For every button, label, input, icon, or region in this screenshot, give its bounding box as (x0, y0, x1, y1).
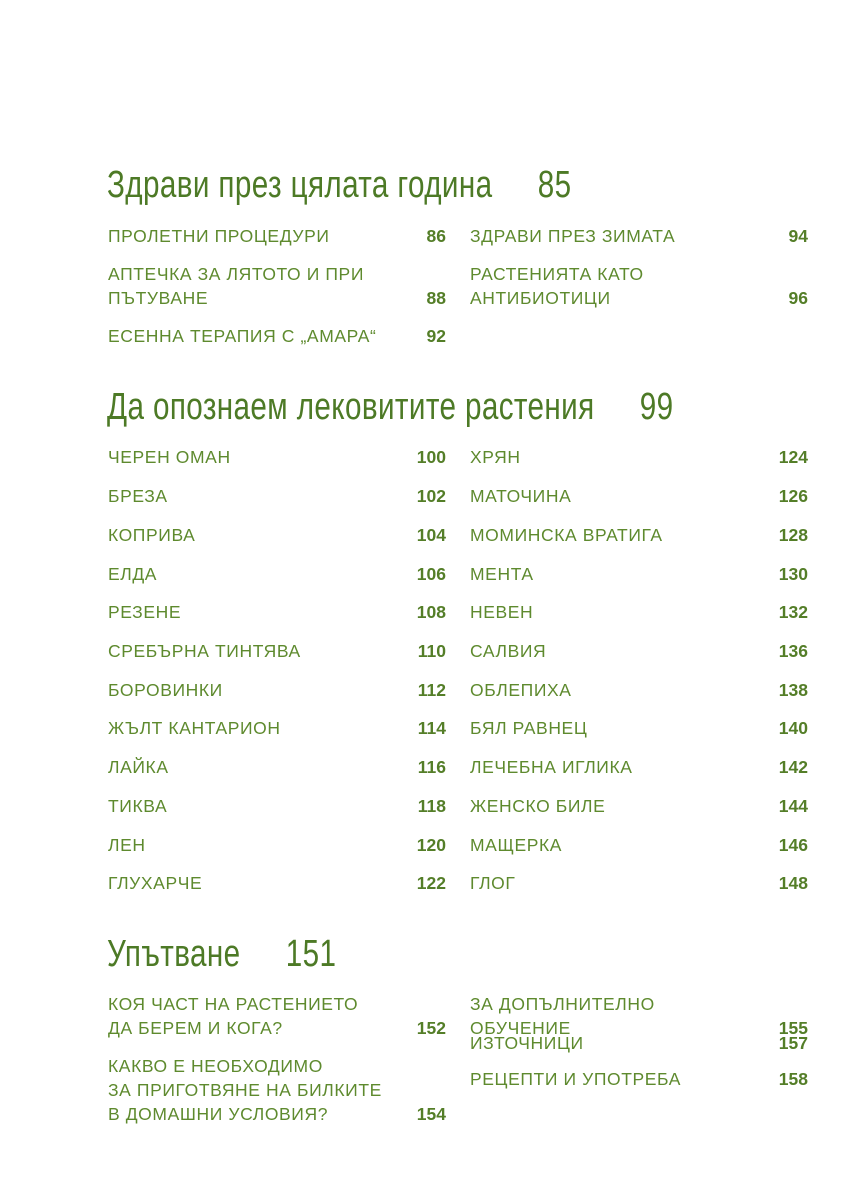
toc-entry[interactable] (470, 445, 808, 469)
toc-entry-page: 106 (416, 564, 446, 584)
toc-entry-label: САЛВИЯ (470, 641, 547, 661)
toc-entry[interactable] (108, 562, 446, 586)
toc-entry[interactable] (108, 639, 446, 663)
toc-entry-page: 158 (778, 1069, 808, 1089)
toc-entry[interactable] (470, 562, 808, 586)
toc-entry[interactable] (470, 871, 808, 895)
toc-entry-label: ЖЕНСКО БИЛЕ (470, 796, 606, 816)
toc-entry-page: 142 (778, 757, 808, 777)
toc-entry-page: 157 (778, 1033, 808, 1053)
toc-entry-page: 126 (778, 486, 808, 506)
toc-entry-label: КАКВО Е НЕОБХОДИМО (108, 1056, 323, 1076)
toc-entry-label: КОЯ ЧАСТ НА РАСТЕНИЕТО (108, 994, 359, 1014)
toc-entry[interactable] (470, 523, 808, 547)
toc-entry[interactable] (108, 262, 446, 310)
toc-entry[interactable] (108, 523, 446, 547)
toc-entry[interactable] (108, 871, 446, 895)
section-title-text: Да опознаем лековитите растения (107, 386, 595, 428)
toc-entry[interactable] (470, 678, 808, 702)
toc-entry[interactable] (108, 484, 446, 508)
toc-entry[interactable] (470, 639, 808, 663)
toc-entry-label: РЕЦЕПТИ И УПОТРЕБА (470, 1069, 682, 1089)
toc-entry-label: БЯЛ РАВНЕЦ (470, 718, 588, 738)
toc-entry-label: ТИКВА (108, 796, 168, 816)
toc-entry-page: 100 (416, 447, 446, 467)
toc-entry-label: БОРОВИНКИ (108, 680, 223, 700)
toc-entry-page: 140 (778, 718, 808, 738)
toc-entry-page: 144 (778, 796, 808, 816)
toc-entry-label: ЖЪЛТ КАНТАРИОН (108, 718, 281, 738)
toc-entry-label: АНТИБИОТИЦИ (470, 288, 611, 308)
toc-entry-label: МЕНТА (470, 564, 534, 584)
toc-entry-page: 124 (778, 447, 808, 467)
toc-entry-page: 116 (417, 757, 446, 777)
toc-entry-page: 104 (416, 525, 446, 545)
toc-entry-label: ЕЛДА (108, 564, 158, 584)
toc-entry-page: 86 (426, 226, 446, 246)
section-title-medicinal-plants (107, 386, 674, 429)
toc-entry-page: 92 (426, 326, 446, 346)
toc-entry[interactable] (108, 600, 446, 624)
toc-entry[interactable] (108, 678, 446, 702)
toc-entry-label: ГЛОГ (470, 873, 516, 893)
toc-entry-label: АПТЕЧКА ЗА ЛЯТОТО И ПРИ (108, 264, 364, 284)
toc-entry-label: ЗДРАВИ ПРЕЗ ЗИМАТА (470, 226, 676, 246)
toc-entry[interactable] (470, 1031, 808, 1055)
section-title-text: Упътване (107, 933, 241, 975)
toc-entry-label: МОМИНСКА ВРАТИГА (470, 525, 663, 545)
toc-entry-label: ЕСЕННА ТЕРАПИЯ С „АМАРА“ (108, 326, 377, 346)
toc-entry[interactable] (470, 224, 808, 248)
toc-entry-page: 155 (778, 1018, 808, 1038)
toc-entry-label: ЗА ПРИГОТВЯНЕ НА БИЛКИТЕ (108, 1080, 382, 1100)
toc-entry[interactable] (470, 794, 808, 818)
toc-entry-label: В ДОМАШНИ УСЛОВИЯ? (108, 1104, 329, 1124)
toc-entry-page: 112 (417, 680, 446, 700)
toc-entry-label: ЗА ДОПЪЛНИТЕЛНО ОБУЧЕНИЕ (470, 994, 655, 1038)
toc-entry-page: 110 (417, 641, 446, 661)
toc-entry-label: ИЗТОЧНИЦИ (470, 1033, 584, 1053)
toc-entry-label: ЛЕЧЕБНА ИГЛИКА (470, 757, 633, 777)
toc-entry-page: 94 (788, 226, 808, 246)
toc-entry-page: 136 (778, 641, 808, 661)
toc-entry-page: 132 (778, 602, 808, 622)
toc-entry-page: 130 (778, 564, 808, 584)
toc-entry-label: ОБЛЕПИХА (470, 680, 572, 700)
toc-entry-label: ЛЕН (108, 835, 146, 855)
toc-entry[interactable] (470, 484, 808, 508)
toc-entry[interactable] (108, 324, 446, 348)
toc-entry-label: КОПРИВА (108, 525, 196, 545)
toc-entry[interactable] (470, 1067, 808, 1091)
toc-entry[interactable] (108, 794, 446, 818)
toc-entry-label: МАЩЕРКА (470, 835, 563, 855)
toc-entry-page: 114 (417, 718, 446, 738)
section-title-text: Здрави през цялата година (107, 164, 493, 206)
toc-entry-label: РЕЗЕНЕ (108, 602, 182, 622)
toc-entry[interactable] (108, 716, 446, 740)
toc-entry-page: 122 (416, 873, 446, 893)
toc-entry[interactable] (108, 224, 446, 248)
section-page-number: 151 (285, 933, 337, 975)
toc-entry-page: 102 (416, 486, 446, 506)
toc-entry[interactable] (470, 833, 808, 857)
toc-entry[interactable] (470, 716, 808, 740)
toc-entry-page: 128 (778, 525, 808, 545)
toc-entry[interactable] (470, 755, 808, 779)
toc-entry[interactable] (470, 262, 808, 310)
toc-entry-page: 138 (778, 680, 808, 700)
toc-entry-page: 154 (416, 1104, 446, 1124)
toc-entry-page: 96 (788, 288, 808, 308)
toc-entry-label: БРЕЗА (108, 486, 168, 506)
toc-entry-label: ПРОЛЕТНИ ПРОЦЕДУРИ (108, 226, 330, 246)
toc-entry-page: 118 (417, 796, 446, 816)
toc-entry-label: СРЕБЪРНА ТИНТЯВА (108, 641, 301, 661)
toc-entry[interactable] (470, 600, 808, 624)
toc-entry-label: РАСТЕНИЯТА КАТО (470, 264, 644, 284)
section-page-number: 99 (639, 386, 674, 428)
toc-entry-page: 108 (416, 602, 446, 622)
toc-entry-page: 88 (426, 288, 446, 308)
toc-entry-label: ЧЕРЕН ОМАН (108, 447, 231, 467)
toc-entry[interactable] (108, 445, 446, 469)
toc-entry-label: НЕВЕН (470, 602, 534, 622)
toc-entry-label: ХРЯН (470, 447, 521, 467)
toc-entry[interactable] (108, 1054, 446, 1126)
toc-entry-label: ГЛУХАРЧЕ (108, 873, 203, 893)
toc-entry[interactable] (108, 833, 446, 857)
toc-entry-page: 146 (778, 835, 808, 855)
toc-entry[interactable] (108, 992, 446, 1040)
toc-entry-label: ПЪТУВАНЕ (108, 288, 209, 308)
toc-entry-page: 152 (416, 1018, 446, 1038)
toc-entry[interactable] (108, 755, 446, 779)
toc-entry-label: ДА БЕРЕМ И КОГА? (108, 1018, 283, 1038)
toc-entry-label: ЛАЙКА (108, 757, 169, 777)
toc-entry-label: МАТОЧИНА (470, 486, 572, 506)
section-title-guide (107, 933, 336, 976)
section-title-healthy-year (107, 164, 571, 207)
toc-entry-page: 120 (416, 835, 446, 855)
toc-entry-page: 148 (778, 873, 808, 893)
section-page-number: 85 (537, 164, 572, 206)
